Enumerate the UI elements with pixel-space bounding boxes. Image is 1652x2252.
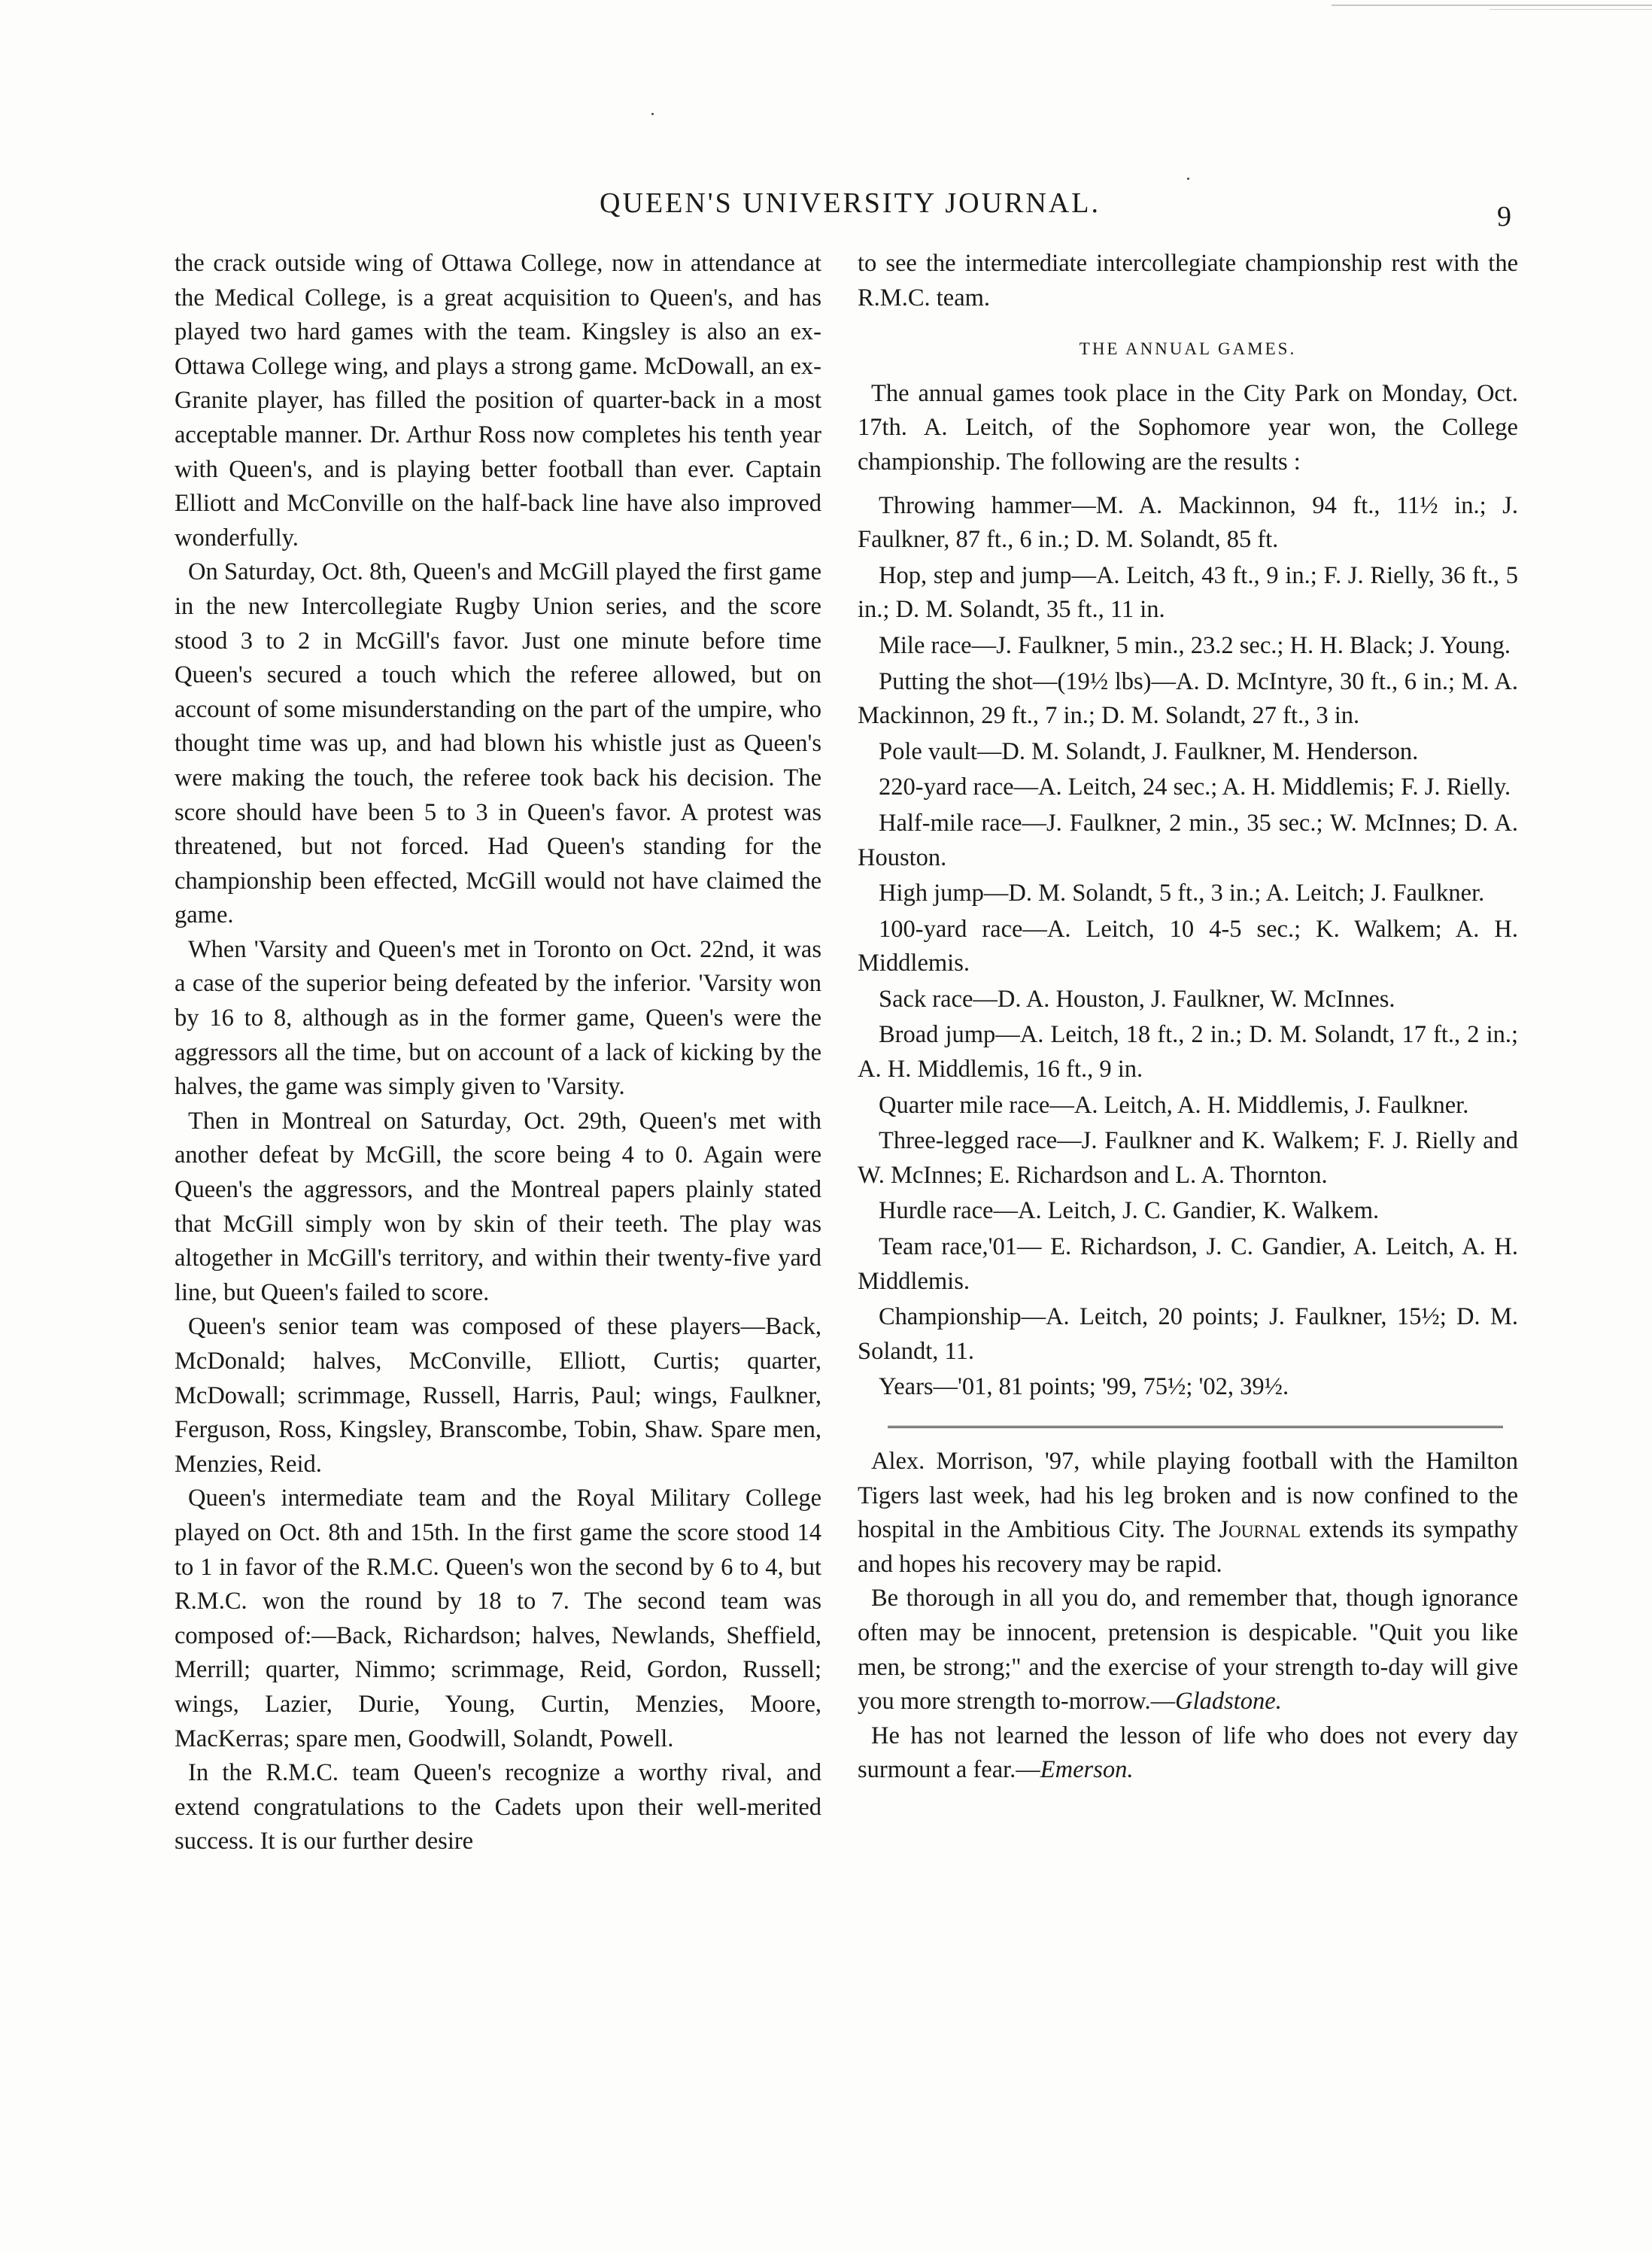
result-entry: Pole vault—D. M. Solandt, J. Faulkner, M. Henderson. xyxy=(879,737,1419,765)
result-entry: Half-mile race—J. Faulkner, 2 min., 35 sec.; W. McInnes; D. A. Houston. xyxy=(858,809,1518,871)
paragraph: Then in Montreal on Saturday, Oct. 29th, Queen's met with another defeat by McGill, the score being 4 to 0. Again were Queen's the aggressors, and the Montreal papers plainly stated that McGill simply won by skin of their teeth. The play was altogether in McGill's territory, and within their twenty-five yard line, but Queen's failed to score. xyxy=(175,1107,821,1306)
quote-author: Gladstone. xyxy=(1175,1688,1282,1716)
result-entry: Sack race—D. A. Houston, J. Faulkner, W. McInnes. xyxy=(879,985,1395,1013)
result-entry: Mile race—J. Faulkner, 5 min., 23.2 sec.; H. H. Black; J. Young. xyxy=(879,631,1511,659)
notice-text: extends its sympathy and hopes his recovery may be rapid. xyxy=(858,1516,1519,1578)
left-column xyxy=(175,247,821,1859)
right-column xyxy=(858,247,1518,1788)
page-number: 9 xyxy=(1497,201,1511,232)
result-entry: Three-legged race—J. Faulkner and K. Walkem; F. J. Rielly and W. McInnes; E. Richardson and L. A. Thornton. xyxy=(858,1127,1518,1189)
result-entry: Hop, step and jump—A. Leitch, 43 ft., 9 in.; F. J. Rielly, 36 ft., 5 in.; D. M. Solandt, 35 ft., 11 in. xyxy=(858,561,1518,624)
result-entry: Championship—A. Leitch, 20 points; J. Faulkner, 15½; D. M. Solandt, 11. xyxy=(858,1303,1518,1365)
journal-name: Journal xyxy=(1219,1516,1301,1544)
result-entry: Hurdle race—A. Leitch, J. C. Gandier, K. Walkem. xyxy=(879,1197,1380,1225)
paragraph: On Saturday, Oct. 8th, Queen's and McGill played the first game in the new Intercollegiate Rugby Union series, and the score stood 3 to 2 in McGill's favor. Just one minute before time Queen's secured a touch which the referee allowed, but on account of some misunderstanding on the part of the umpire, who thought time was up, and had blown his whistle just as Queen's were making the touch, the referee took back his decision. The score should have been 5 to 3 in Queen's favor. A protest was threatened, but not forced. Had Queen's standing for the championship been effected, McGill would not have claimed the game. xyxy=(175,558,821,929)
scan-speck xyxy=(651,113,654,115)
paragraph: The annual games took place in the City Park on Monday, Oct. 17th. A. Leitch, of the Sophomore year won, the College championship. The following are the results : xyxy=(858,379,1518,476)
scan-speck xyxy=(1187,178,1189,180)
results-list xyxy=(858,489,1518,1405)
result-entry: High jump—D. M. Solandt, 5 ft., 3 in.; A. Leitch; J. Faulkner. xyxy=(879,880,1485,907)
section-heading: THE ANNUAL GAMES. xyxy=(1079,339,1297,359)
result-entry: Throwing hammer—M. A. Mackinnon, 94 ft., 11½ in.; J. Faulkner, 87 ft., 6 in.; D. M. Solandt, 85 ft. xyxy=(858,491,1518,554)
quote-emerson xyxy=(858,1719,1518,1788)
scan-edge-line-2 xyxy=(1490,9,1652,10)
paragraph: In the R.M.C. team Queen's recognize a worthy rival, and extend congratulations to the Cadets upon their well-merited success. It is our further desire xyxy=(175,1759,821,1855)
result-entry: Broad jump—A. Leitch, 18 ft., 2 in.; D. M. Solandt, 17 ft., 2 in.; A. H. Middlemis, 16 ft., 9 in. xyxy=(858,1021,1518,1083)
result-entry: Putting the shot—(19½ lbs)—A. D. McIntyre, 30 ft., 6 in.; M. A. Mackinnon, 29 ft., 7 in.; D. M. Solandt, 27 ft., 3 in. xyxy=(858,667,1518,730)
running-header: QUEEN'S UNIVERSITY JOURNAL. xyxy=(600,187,1101,219)
quote-author: Emerson. xyxy=(1040,1756,1134,1784)
paragraph: to see the intermediate intercollegiate championship rest with the R.M.C. team. xyxy=(858,250,1518,312)
notice-morrison xyxy=(858,1445,1518,1582)
paragraph: When 'Varsity and Queen's met in Toronto on Oct. 22nd, it was a case of the superior being defeated by the inferior. 'Varsity won by 16 to 8, although as in the former game, Queen's were the aggressors all the time, but on account of a lack of kicking by the halves, the game was simply given to 'Varsity. xyxy=(175,935,821,1101)
result-entry: 220-yard race—A. Leitch, 24 sec.; A. H. Middlemis; F. J. Rielly. xyxy=(879,773,1511,801)
scan-edge-line xyxy=(1332,5,1652,6)
section-divider xyxy=(888,1426,1503,1428)
notice-text: Alex. Morrison, '97, while playing football with the Hamilton Tigers last week, had his leg broken and is now confined to the hospital in the Ambitious City. The xyxy=(858,1448,1518,1544)
result-entry: Quarter mile race—A. Leitch, A. H. Middlemis, J. Faulkner. xyxy=(879,1091,1469,1119)
result-entry: Team race,'01— E. Richardson, J. C. Gandier, A. Leitch, A. H. Middlemis. xyxy=(858,1233,1518,1295)
result-entry: 100-yard race—A. Leitch, 10 4-5 sec.; K. Walkem; A. H. Middlemis. xyxy=(858,915,1518,977)
paragraph: Queen's intermediate team and the Royal Military College played on Oct. 8th and 15th. In the first game the score stood 14 to 1 in favor of the R.M.C. Queen's won the second by 6 to 4, but R.M.C. won the round by 18 to 7. The second team was composed of:—Back, Richardson; halves, Newlands, Sheffield, Merrill; quarter, Nimmo; scrimmage, Reid, Gordon, Russell; wings, Lazier, Durie, Young, Curtin, Menzies, Moore, MacKerras; spare men, Goodwill, Solandt, Powell. xyxy=(175,1485,821,1752)
paragraph: Queen's senior team was composed of these players—Back, McDonald; halves, McConville, Elliott, Curtis; quarter, McDowall; scrimmage, Russell, Harris, Paul; wings, Faulkner, Ferguson, Ross, Kingsley, Branscombe, Tobin, Shaw. Spare men, Menzies, Reid. xyxy=(175,1313,821,1478)
quote-text: He has not learned the lesson of life who does not every day surmount a fear.— xyxy=(858,1722,1518,1784)
result-entry: Years—'01, 81 points; '99, 75½; '02, 39½. xyxy=(879,1373,1289,1401)
quote-gladstone xyxy=(858,1582,1518,1719)
quote-text: Be thorough in all you do, and remember that, though ignorance often may be innocent, pretension is despicable. "Quit you like men, be strong;" and the exercise of your strength to-day will give you more strength to-morrow.— xyxy=(858,1585,1518,1716)
paragraph: the crack outside wing of Ottawa College, now in attendance at the Medical College, is a great acquisition to Queen's, and has played two hard games with the team. Kingsley is also an ex-Ottawa College wing, and plays a strong game. McDowall, an ex-Granite player, has filled the position of quarter-back in a most acceptable manner. Dr. Arthur Ross now completes his tenth year with Queen's, and is playing better football than ever. Captain Elliott and McConville on the half-back line have also improved wonderfully. xyxy=(175,250,821,552)
